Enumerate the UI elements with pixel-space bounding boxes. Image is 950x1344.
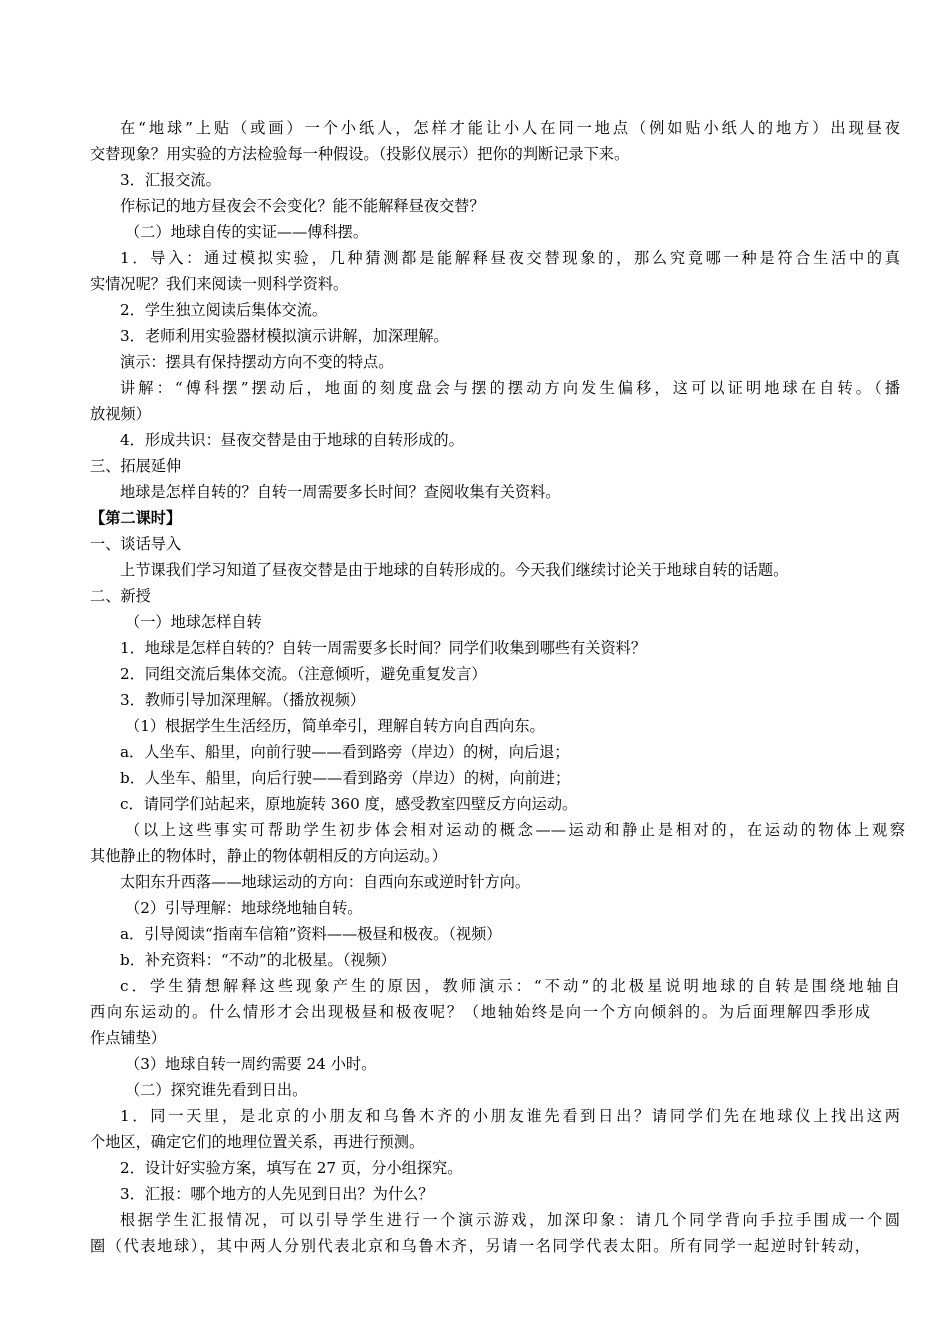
section-heading: （二）探究谁先看到日出。 <box>125 1081 308 1099</box>
paragraph-line: （以上这些事实可帮助学生初步体会相对运动的概念——运动和静止是相对的，在运动的物体上观察 <box>125 821 905 839</box>
paragraph-line: 3．汇报交流。 <box>120 171 221 189</box>
paragraph-line: 2．设计好实验方案，填写在 27 页，分小组探究。 <box>120 1159 463 1177</box>
paragraph-line: 实情况呢？我们来阅读一则科学资料。 <box>90 275 349 293</box>
section-heading: 一、谈话导入 <box>90 535 182 553</box>
paragraph-line: 个地区，确定它们的地理位置关系，再进行预测。 <box>90 1133 425 1151</box>
paragraph-line: b．补充资料：“不动”的北极星。（视频） <box>120 951 396 969</box>
paragraph-line: 演示：摆具有保持摆动方向不变的特点。 <box>120 353 394 371</box>
paragraph-line: 地球是怎样自转的？自转一周需要多长时间？查阅收集有关资料。 <box>120 483 561 501</box>
paragraph-line: c．学生猜想解释这些现象产生的原因，教师演示：“不动”的北极星说明地球的自转是围绕地轴自 <box>120 977 900 995</box>
paragraph-line: 2．同组交流后集体交流。（注意倾听，避免重复发言） <box>120 665 487 683</box>
paragraph-line: 作点铺垫） <box>90 1029 166 1047</box>
paragraph-line: 1．地球是怎样自转的？自转一周需要多长时间？同学们收集到哪些有关资料？ <box>120 639 647 657</box>
paragraph-line: 2．学生独立阅读后集体交流。 <box>120 301 328 319</box>
paragraph-line: 3．老师利用实验器材模拟演示讲解，加深理解。 <box>120 327 449 345</box>
paragraph-line: 根据学生汇报情况，可以引导学生进行一个演示游戏，加深印象：请几个同学背向手拉手围成一个圆 <box>120 1211 900 1229</box>
paragraph-line: 上节课我们学习知道了昼夜交替是由于地球的自转形成的。今天我们继续讨论关于地球自转的话题。 <box>120 561 789 579</box>
paragraph-line: c．请同学们站起来，原地旋转 360 度，感受教室四壁反方向运动。 <box>120 795 578 813</box>
paragraph-line: 1．导入：通过模拟实验，几种猜测都是能解释昼夜交替现象的，那么究竟哪一种是符合生活中的真 <box>120 249 900 267</box>
paragraph-line: 交替现象？用实验的方法检验每一种假设。（投影仪展示）把你的判断记录下来。 <box>90 145 630 163</box>
paragraph-line: 1．同一天里，是北京的小朋友和乌鲁木齐的小朋友谁先看到日出？请同学们先在地球仪上找出这两 <box>120 1107 900 1125</box>
section-heading: 三、拓展延伸 <box>90 457 182 475</box>
paragraph-line: 讲解：“傅科摆”摆动后，地面的刻度盘会与摆的摆动方向发生偏移，这可以证明地球在自转。（播 <box>120 379 900 397</box>
paragraph-line: 3．汇报：哪个地方的人先见到日出？为什么？ <box>120 1185 434 1203</box>
paragraph-line: 太阳东升西落——地球运动的方向：自西向东或逆时针方向。 <box>120 873 531 891</box>
paragraph-line: 西向东运动的。什么情形才会出现极昼和极夜呢？（地轴始终是向一个方向倾斜的。为后面理解四季形成 <box>90 1003 870 1021</box>
section-heading: （一）地球怎样自转 <box>125 613 262 631</box>
paragraph-line: a．人坐车、船里，向前行驶——看到路旁（岸边）的树，向后退； <box>120 743 570 761</box>
paragraph-line: 作标记的地方昼夜会不会变化？能不能解释昼夜交替？ <box>120 197 485 215</box>
paragraph-line: （3）地球自转一周约需要 24 小时。 <box>125 1055 377 1073</box>
paragraph-line: b．人坐车、船里，向后行驶——看到路旁（岸边）的树，向前进； <box>120 769 571 787</box>
paragraph-line: a．引导阅读“指南车信箱”资料——极昼和极夜。（视频） <box>120 925 502 943</box>
paragraph-line: 4．形成共识：昼夜交替是由于地球的自转形成的。 <box>120 431 464 449</box>
lesson-heading: 【第二课时】 <box>90 509 182 527</box>
paragraph-line: 在“地球”上贴（或画）一个小纸人，怎样才能让小人在同一地点（例如贴小纸人的地方）出现昼夜 <box>120 119 900 137</box>
paragraph-line: （1）根据学生生活经历，简单牵引，理解自转方向自西向东。 <box>125 717 545 735</box>
paragraph-line: 其他静止的物体时，静止的物体朝相反的方向运动。） <box>90 847 447 865</box>
section-heading: 二、新授 <box>90 587 151 605</box>
paragraph-line: 放视频） <box>90 405 151 423</box>
paragraph-line: （2）引导理解：地球绕地轴自转。 <box>125 899 363 917</box>
section-heading: （二）地球自传的实证——傅科摆。 <box>125 223 368 241</box>
paragraph-line: 3．教师引导加深理解。（播放视频） <box>120 691 366 709</box>
paragraph-line: 圈（代表地球），其中两人分别代表北京和乌鲁木齐，另请一名同学代表太阳。所有同学一起逆时针转动， <box>90 1237 870 1255</box>
